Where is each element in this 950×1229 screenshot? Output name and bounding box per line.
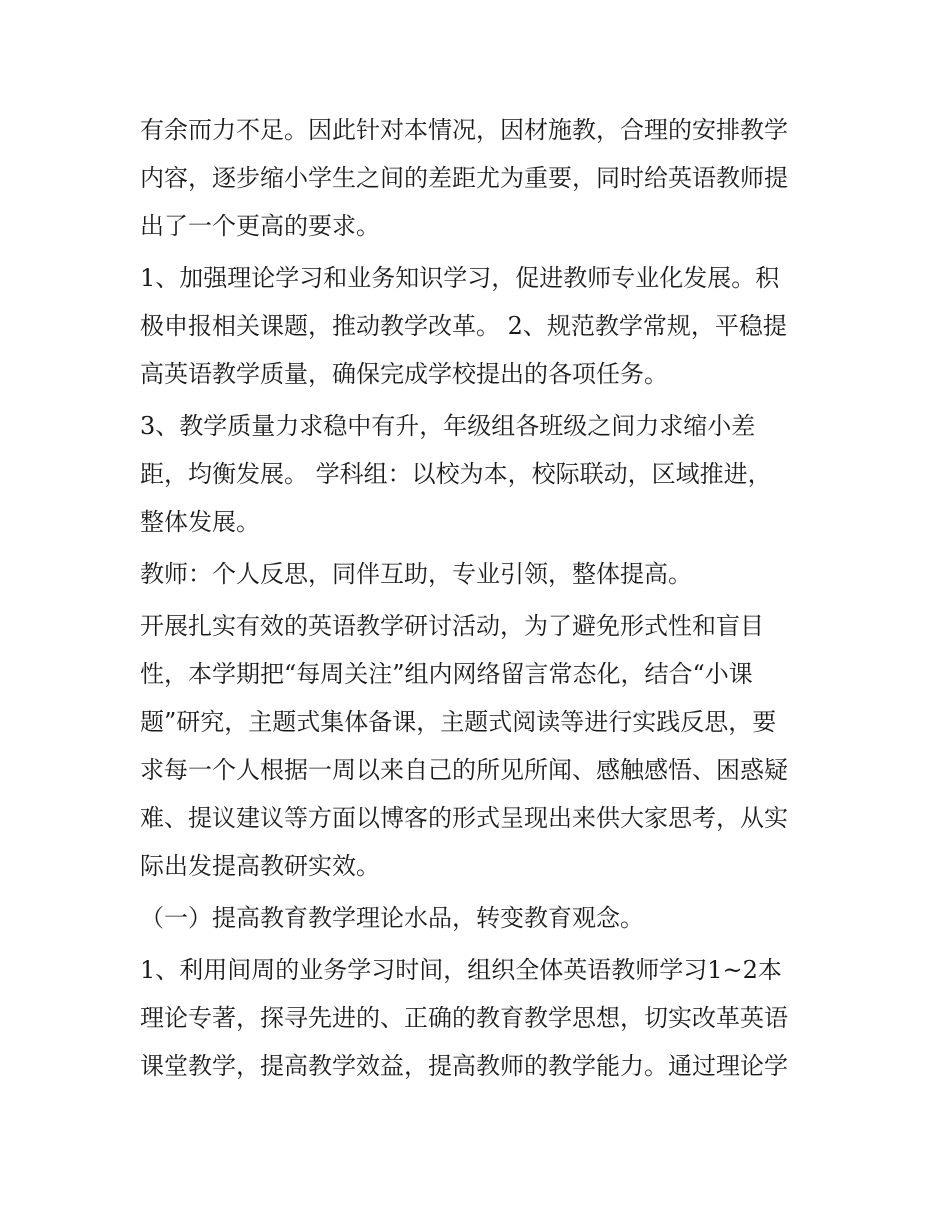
text-line: 极申报相关课题，推动教学改革。 2、规范教学常规，平稳提 (140, 312, 787, 340)
text-line: 内容，逐步缩小学生之间的差距尤为重要，同时给英语教师提 (140, 164, 788, 192)
text-line: 教师：个人反思，同伴互助，专业引领，整体提高。 (140, 560, 692, 588)
text-line: 距，均衡发展。 学科组：以校为本，校际联动，区域推进， (140, 460, 772, 488)
text-line: 1、利用间周的业务学习时间，组织全体英语教师学习1~2本 (140, 956, 782, 984)
body-text (140, 106, 840, 1090)
text-line: 有余而力不足。因此针对本情况，因材施教，合理的安排教学 (140, 116, 788, 144)
text-line: 题”研究，主题式集体备课，主题式阅读等进行实践反思，要 (140, 708, 777, 736)
text-line: 出了一个更高的要求。 (140, 212, 380, 240)
section-heading: （一）提高教育教学理论水品，转变教育观念。 (140, 904, 644, 932)
text-line: 开展扎实有效的英语教学研讨活动，为了避免形式性和盲目 (140, 612, 764, 640)
text-line: 1、加强理论学习和业务知识学习，促进教师专业化发展。积 (140, 264, 780, 292)
text-line: 整体发展。 (140, 508, 260, 536)
text-line: 难、提议建议等方面以博客的形式呈现出来供大家思考，从实 (140, 804, 788, 832)
text-line: 课堂教学，提高教学效益，提高教师的教学能力。通过理论学 (140, 1052, 788, 1080)
text-line: 高英语教学质量，确保完成学校提出的各项任务。 (140, 360, 668, 388)
text-line: 际出发提高教研实效。 (140, 852, 380, 880)
text-line: 性，本学期把“每周关注”组内网络留言常态化，结合“小课 (140, 660, 753, 688)
text-line: 求每一个人根据一周以来自己的所见所闻、感触感悟、困惑疑 (140, 756, 788, 784)
text-line: 3、教学质量力求稳中有升，年级组各班级之间力求缩小差 (140, 412, 756, 440)
text-line: 理论专著，探寻先进的、正确的教育教学思想，切实改革英语 (140, 1004, 788, 1032)
